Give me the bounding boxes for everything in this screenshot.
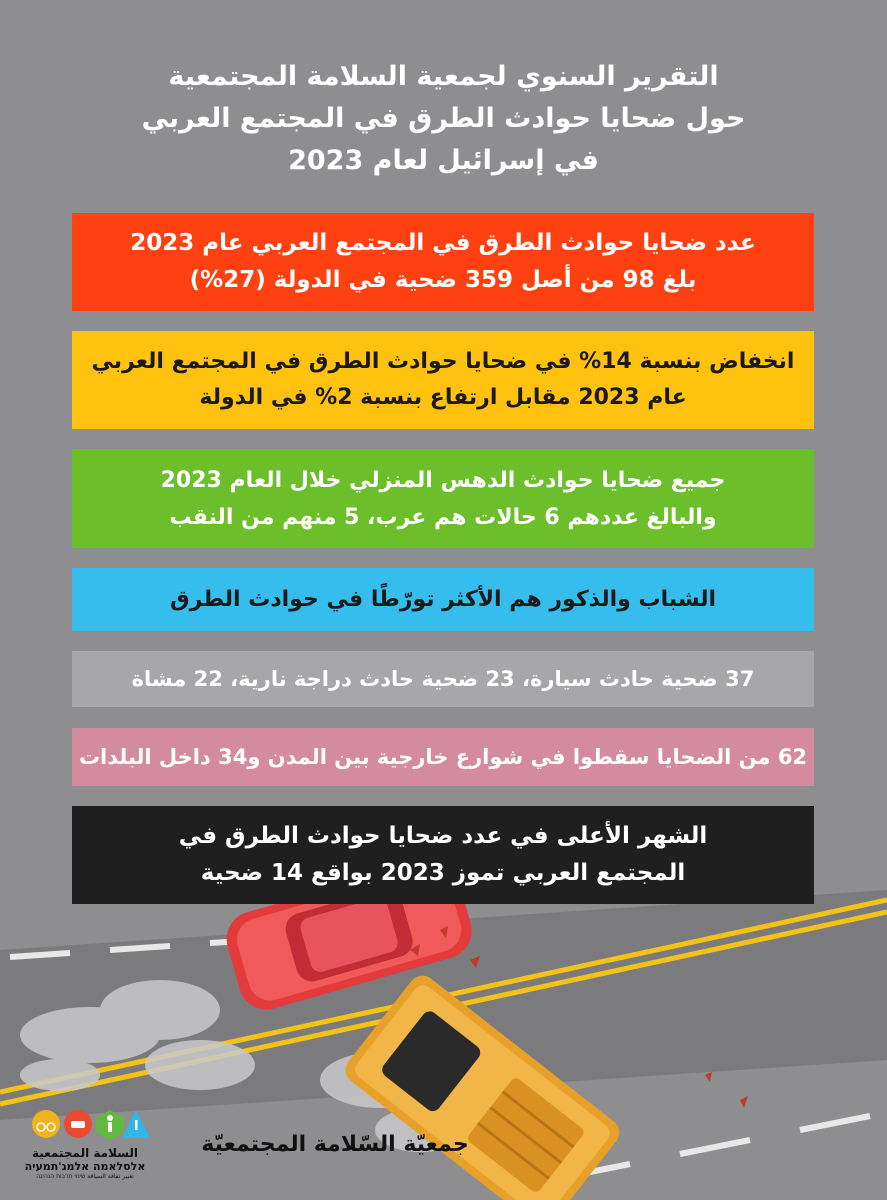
fact-line: 37 ضحية حادث سيارة، 23 ضحية حادث دراجة نارية، 22 مشاة: [131, 667, 755, 691]
fact-line: عام 2023 مقابل ارتفاع بنسبة 2% في الدولة: [199, 385, 687, 410]
fact-line: بلغ 98 من أصل 359 ضحية في الدولة (27%): [189, 267, 697, 293]
report-title: [60, 56, 827, 182]
logo-tagline: تغيير ثقافة السياقة שינוי תרבות הנהיגה: [36, 1173, 134, 1180]
fact-box-youth-males: [72, 568, 814, 631]
warning-sign-icon: [122, 1110, 150, 1138]
car-icon: [64, 1110, 92, 1138]
fact-box-domestic-runover: [72, 449, 814, 548]
bicycle-icon: [32, 1110, 60, 1138]
fact-line: انخفاض بنسبة 14% في ضحايا حوادث الطرق في المجتمع العربي: [91, 349, 795, 374]
fact-line: جميع ضحايا حوادث الدهس المنزلي خلال العام 2023: [160, 467, 726, 493]
fact-line: المجتمع العربي تموز 2023 بواقع 14 ضحية: [200, 860, 686, 886]
pedestrian-icon: [96, 1110, 124, 1140]
fact-line: 62 من الضحايا سقطوا في شوارع خارجية بين المدن و34 داخل البلدات: [78, 745, 808, 769]
fact-line: عدد ضحايا حوادث الطرق في المجتمع العربي عام 2023: [130, 230, 756, 256]
title-line-2: حول ضحايا حوادث الطرق في المجتمع العربي: [141, 103, 746, 134]
title-line-1: التقرير السنوي لجمعية السلامة المجتمعية: [168, 61, 719, 92]
footer-organization-name: جمعيّة السّلامة المجتمعيّة: [201, 1132, 469, 1157]
fact-box-decrease: [72, 331, 814, 429]
fact-box-by-road-type: [72, 728, 814, 786]
logo-name-hebrew: אלסלאמה אלמג'תמעיה: [24, 1160, 146, 1173]
fact-line: الشباب والذكور هم الأكثر تورّطًا في حوادث الطرق: [170, 587, 717, 612]
title-line-3: في إسرائيل لعام 2023: [288, 145, 599, 176]
fact-box-peak-month: [72, 806, 814, 904]
logo-name-arabic: السلامة المجتمعية: [31, 1146, 139, 1160]
fact-line: والبالغ عددهم 6 حالات هم عرب، 5 منهم من النقب: [169, 504, 717, 530]
logo-text: [10, 1146, 160, 1181]
fact-box-victims-count: [72, 213, 814, 311]
fact-line: الشهر الأعلى في عدد ضحايا حوادث الطرق في: [178, 823, 708, 849]
fact-box-by-vehicle-type: [72, 651, 814, 707]
